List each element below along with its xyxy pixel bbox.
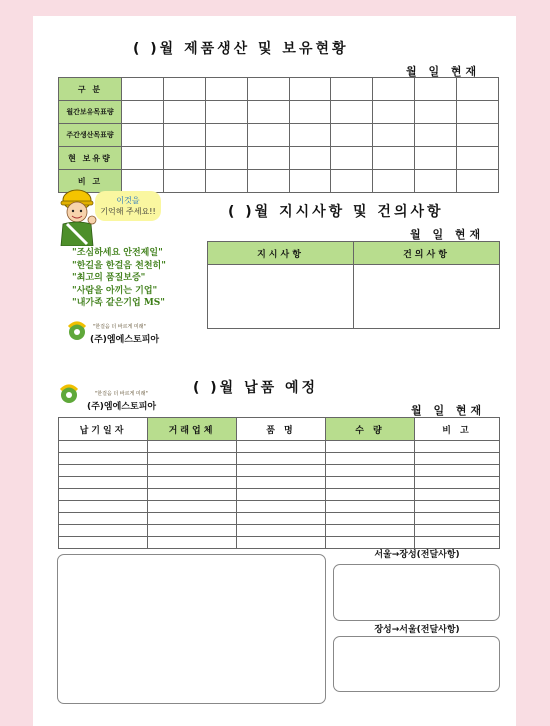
delivery-table: [58, 417, 500, 549]
table-cell[interactable]: [148, 525, 237, 537]
jangseong-to-seoul-label: 장성→서울(전달사항): [374, 625, 460, 635]
table-cell[interactable]: [415, 124, 457, 147]
slogan-item: "내가족 같은기업 MS": [72, 298, 165, 308]
table-cell[interactable]: [205, 170, 247, 193]
table-cell[interactable]: [373, 101, 415, 124]
table-cell[interactable]: [415, 453, 500, 465]
table-cell[interactable]: [373, 124, 415, 147]
table-cell[interactable]: [373, 78, 415, 101]
delivery-date-header: 납기일자: [59, 418, 148, 441]
notes-box[interactable]: [57, 554, 326, 704]
table-cell[interactable]: [237, 525, 326, 537]
suggestions-header: 건의사항: [354, 242, 500, 265]
table-cell[interactable]: [237, 477, 326, 489]
table-cell[interactable]: [457, 101, 499, 124]
company-name: (주)엠에스토피아: [87, 402, 157, 412]
quantity-header: 수 량: [326, 418, 415, 441]
table-cell[interactable]: [163, 124, 205, 147]
table-cell[interactable]: [415, 170, 457, 193]
table-cell[interactable]: [237, 501, 326, 513]
table-cell[interactable]: [415, 477, 500, 489]
delivery-date: 월 일 현재: [411, 404, 486, 417]
logo-slogan: "한걸음 더 바르게 미래": [95, 391, 148, 397]
table-cell[interactable]: [415, 465, 500, 477]
slogan-item: "사람을 아끼는 기업": [72, 285, 158, 296]
remarks-header: 비 고: [415, 418, 500, 441]
table-cell[interactable]: [247, 78, 289, 101]
table-cell[interactable]: [415, 525, 500, 537]
table-cell[interactable]: [326, 513, 415, 525]
table-cell[interactable]: [415, 147, 457, 170]
table-cell[interactable]: [59, 525, 148, 537]
slogan-item: "최고의 품질보증": [72, 273, 146, 283]
table-cell[interactable]: [373, 147, 415, 170]
table-cell[interactable]: [331, 78, 373, 101]
table-cell[interactable]: [415, 441, 500, 453]
table-cell[interactable]: [237, 513, 326, 525]
table-cell[interactable]: [331, 170, 373, 193]
delivery-title: ( )월 납품 예정: [193, 380, 319, 396]
row-label-remarks: 비 고: [59, 170, 122, 193]
slogan-item: "한길을 한걸음 천천히": [72, 260, 166, 271]
table-cell[interactable]: [237, 489, 326, 501]
table-cell[interactable]: [415, 489, 500, 501]
table-cell[interactable]: [122, 101, 164, 124]
table-cell[interactable]: [247, 124, 289, 147]
table-cell[interactable]: [373, 170, 415, 193]
table-cell[interactable]: [163, 78, 205, 101]
table-cell[interactable]: [148, 441, 237, 453]
table-cell[interactable]: [247, 147, 289, 170]
instructions-table: [207, 241, 500, 329]
table-cell[interactable]: [457, 170, 499, 193]
table-cell[interactable]: [205, 124, 247, 147]
table-cell[interactable]: [331, 101, 373, 124]
table-cell[interactable]: [289, 124, 331, 147]
table-cell[interactable]: [59, 477, 148, 489]
table-cell[interactable]: [415, 101, 457, 124]
table-cell[interactable]: [237, 537, 326, 549]
table-cell[interactable]: [205, 147, 247, 170]
table-cell[interactable]: [326, 441, 415, 453]
speech-bubble: [95, 191, 161, 221]
table-cell[interactable]: [415, 501, 500, 513]
table-cell[interactable]: [148, 489, 237, 501]
table-cell[interactable]: [415, 78, 457, 101]
worker-mascot-icon: [57, 188, 97, 246]
table-cell[interactable]: [289, 78, 331, 101]
table-cell[interactable]: [326, 525, 415, 537]
table-cell[interactable]: [122, 170, 164, 193]
form-sheet: [33, 16, 516, 726]
company-name: (주)엠에스토피아: [90, 335, 160, 345]
table-cell[interactable]: [289, 101, 331, 124]
table-cell[interactable]: [247, 170, 289, 193]
table-cell[interactable]: [59, 441, 148, 453]
jangseong-to-seoul-box[interactable]: [333, 636, 500, 692]
product-header: 품 명: [237, 418, 326, 441]
table-cell[interactable]: [59, 513, 148, 525]
table-cell[interactable]: [205, 78, 247, 101]
table-cell[interactable]: [326, 465, 415, 477]
production-table: [58, 77, 499, 193]
slogan-list: [72, 247, 166, 310]
row-label-weekly-target: 주간생산목표량: [59, 124, 122, 147]
table-cell[interactable]: [457, 78, 499, 101]
row-label-current-stock: 현 보유량: [59, 147, 122, 170]
table-cell[interactable]: [148, 477, 237, 489]
seoul-to-jangseong-box[interactable]: [333, 564, 500, 621]
table-cell[interactable]: [59, 465, 148, 477]
table-cell[interactable]: [148, 465, 237, 477]
suggestions-cell[interactable]: [354, 265, 500, 329]
table-cell[interactable]: [326, 477, 415, 489]
table-cell[interactable]: [237, 465, 326, 477]
slogan-item: "조심하세요 안전제일": [72, 248, 163, 258]
table-cell[interactable]: [163, 147, 205, 170]
table-cell[interactable]: [457, 124, 499, 147]
table-cell[interactable]: [59, 489, 148, 501]
table-cell[interactable]: [237, 453, 326, 465]
table-cell[interactable]: [59, 537, 148, 549]
table-cell[interactable]: [326, 453, 415, 465]
table-cell[interactable]: [148, 453, 237, 465]
production-title: ( )월 제품생산 및 보유현황: [133, 41, 349, 57]
table-cell[interactable]: [59, 501, 148, 513]
table-cell[interactable]: [247, 101, 289, 124]
table-cell[interactable]: [122, 78, 164, 101]
table-cell[interactable]: [148, 537, 237, 549]
table-cell[interactable]: [148, 501, 237, 513]
table-cell[interactable]: [122, 124, 164, 147]
bubble-line-2: 기억해 주세요!!: [100, 207, 156, 216]
table-cell[interactable]: [289, 147, 331, 170]
instructions-cell[interactable]: [208, 265, 354, 329]
table-cell[interactable]: [326, 489, 415, 501]
row-label-monthly-target: 월간보유목표량: [59, 101, 122, 124]
table-cell[interactable]: [237, 441, 326, 453]
seoul-to-jangseong-label: 서울→장성(전달사항): [374, 550, 460, 560]
instructions-header: 지시사항: [208, 242, 354, 265]
company-logo-icon: [66, 321, 88, 341]
table-cell[interactable]: [59, 453, 148, 465]
table-cell[interactable]: [326, 501, 415, 513]
table-cell[interactable]: [163, 170, 205, 193]
row-label-category: 구 분: [59, 78, 122, 101]
table-cell[interactable]: [163, 101, 205, 124]
bubble-line-1: 이것을: [116, 196, 140, 205]
table-cell[interactable]: [457, 147, 499, 170]
company-logo-icon: [58, 384, 80, 404]
production-date: 월 일 현재: [406, 65, 481, 78]
client-header: 거래업체: [148, 418, 237, 441]
logo-slogan: "한걸음 더 바르게 미래": [93, 324, 146, 330]
table-cell[interactable]: [331, 124, 373, 147]
instructions-title: ( )월 지시사항 및 건의사항: [228, 204, 444, 220]
table-cell[interactable]: [289, 170, 331, 193]
table-cell[interactable]: [205, 101, 247, 124]
instructions-date: 월 일 현재: [410, 228, 485, 241]
table-cell[interactable]: [122, 147, 164, 170]
table-cell[interactable]: [415, 513, 500, 525]
table-cell[interactable]: [148, 513, 237, 525]
table-cell[interactable]: [331, 147, 373, 170]
